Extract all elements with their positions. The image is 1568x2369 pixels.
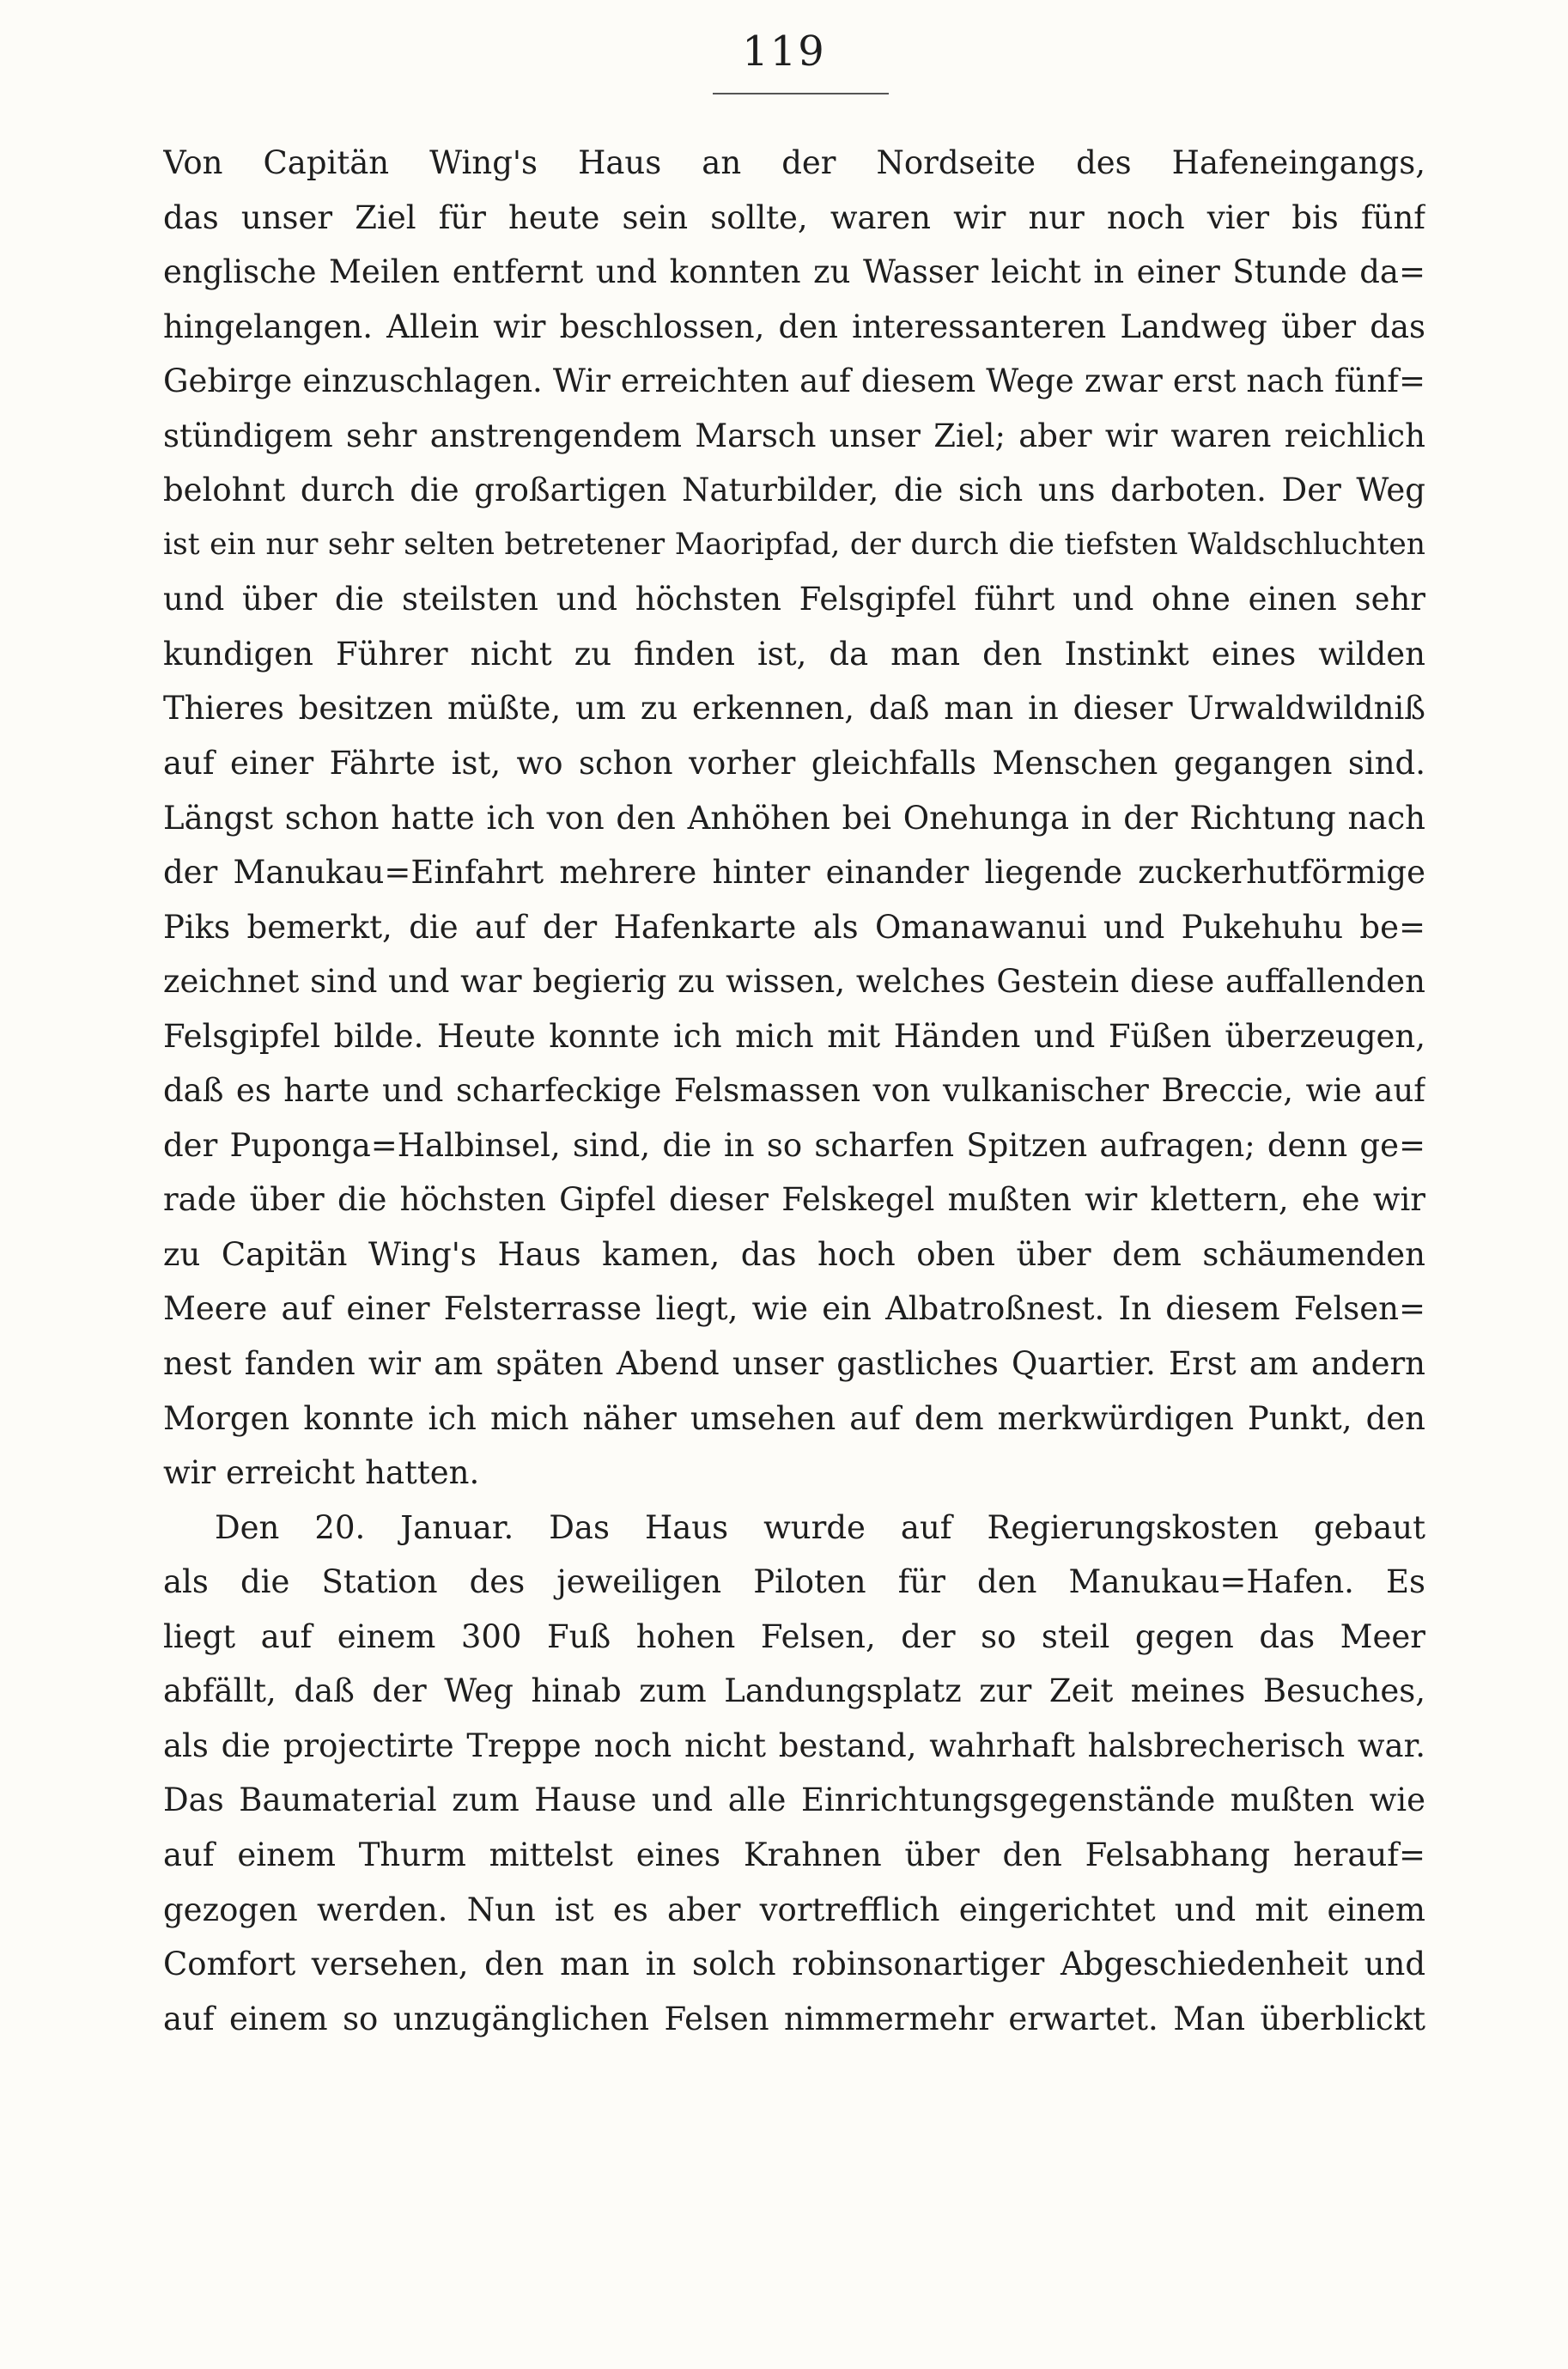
text-line: nest fanden wir am späten Abend unser gastliches Quartier. Erst am andern bbox=[163, 1345, 1425, 1383]
body-text bbox=[163, 136, 1425, 2046]
text-line: daß es harte und scharfeckige Felsmassen von vulkanischer Breccie, wie auf bbox=[163, 1072, 1425, 1110]
text-line: gezogen werden. Nun ist es aber vortrefflich eingerichtet und mit einem bbox=[163, 1891, 1425, 1928]
text-line: rade über die höchsten Gipfel dieser Felskegel mußten wir klettern, ehe wir bbox=[163, 1181, 1425, 1219]
text-line: hingelangen. Allein wir beschlossen, den interessanteren Landweg über das bbox=[163, 308, 1425, 345]
page-number: 119 bbox=[742, 27, 826, 76]
text-line: auf einem Thurm mittelst eines Krahnen über den Felsabhang herauf= bbox=[163, 1836, 1425, 1873]
text-line: Das Baumaterial zum Hause und alle Einrichtungsgegenstände mußten wie bbox=[163, 1781, 1425, 1819]
text-line: zu Capitän Wing's Haus kamen, das hoch oben über dem schäumenden bbox=[163, 1235, 1425, 1273]
text-line: der Manukau=Einfahrt mehrere hinter einander liegende zuckerhutförmige bbox=[163, 854, 1425, 892]
text-line: Meere auf einer Felsterrasse liegt, wie ein Albatroßnest. In diesem Felsen= bbox=[163, 1290, 1425, 1328]
text-line: Comfort versehen, den man in solch robinsonartiger Abgeschiedenheit und bbox=[163, 1946, 1425, 1983]
text-line: als die projectirte Treppe noch nicht bestand, wahrhaft halsbrecherisch war. bbox=[163, 1727, 1425, 1764]
text-line: wir erreicht hatten. bbox=[163, 1454, 480, 1492]
text-line: Thieres besitzen müßte, um zu erkennen, daß man in dieser Urwaldwildniß bbox=[163, 690, 1425, 728]
text-line: der Puponga=Halbinsel, sind, die in so scharfen Spitzen aufragen; denn ge= bbox=[163, 1126, 1425, 1164]
text-line: kundigen Führer nicht zu finden ist, da man den Instinkt eines wilden bbox=[163, 635, 1425, 673]
text-line: Längst schon hatte ich von den Anhöhen bei Onehunga in der Richtung nach bbox=[163, 799, 1425, 837]
text-line: ist ein nur sehr selten betretener Maoripfad, der durch die tiefsten Waldschluchten bbox=[163, 527, 1425, 562]
text-line: Den 20. Januar. Das Haus wurde auf Regierungskosten gebaut bbox=[215, 1508, 1425, 1546]
text-line: abfällt, daß der Weg hinab zum Landungsplatz zur Zeit meines Besuches, bbox=[163, 1672, 1425, 1710]
text-line: englische Meilen entfernt und konnten zu Wasser leicht in einer Stunde da= bbox=[163, 253, 1425, 291]
text-line: als die Station des jeweiligen Piloten für den Manukau=Hafen. Es bbox=[163, 1563, 1425, 1601]
text-line: Felsgipfel bilde. Heute konnte ich mich mit Händen und Füßen überzeugen, bbox=[163, 1017, 1425, 1055]
text-line: zeichnet sind und war begierig zu wissen, welches Gestein diese auffallenden bbox=[163, 963, 1425, 1001]
text-line: auf einem so unzugänglichen Felsen nimmermehr erwartet. Man überblickt bbox=[163, 2000, 1425, 2037]
text-line: das unser Ziel für heute sein sollte, waren wir nur noch vier bis fünf bbox=[163, 198, 1425, 236]
text-line: Morgen konnte ich mich näher umsehen auf dem merkwürdigen Punkt, den bbox=[163, 1399, 1425, 1437]
text-line: und über die steilsten und höchsten Felsgipfel führt und ohne einen sehr bbox=[163, 581, 1425, 618]
text-line: Piks bemerkt, die auf der Hafenkarte als Omanawanui und Pukehuhu be= bbox=[163, 908, 1425, 946]
text-line: liegt auf einem 300 Fuß hohen Felsen, der so steil gegen das Meer bbox=[163, 1617, 1425, 1655]
text-line: Gebirge einzuschlagen. Wir erreichten auf diesem Wege zwar erst nach fünf= bbox=[163, 362, 1425, 400]
text-line: belohnt durch die großartigen Naturbilder, die sich uns darboten. Der Weg bbox=[163, 472, 1425, 509]
text-line: stündigem sehr anstrengendem Marsch unser Ziel; aber wir waren reichlich bbox=[163, 417, 1425, 454]
text-line: Von Capitän Wing's Haus an der Nordseite des Hafeneingangs, bbox=[163, 144, 1425, 181]
header-rule bbox=[713, 93, 889, 94]
text-line: auf einer Fährte ist, wo schon vorher gleichfalls Menschen gegangen sind. bbox=[163, 745, 1425, 783]
